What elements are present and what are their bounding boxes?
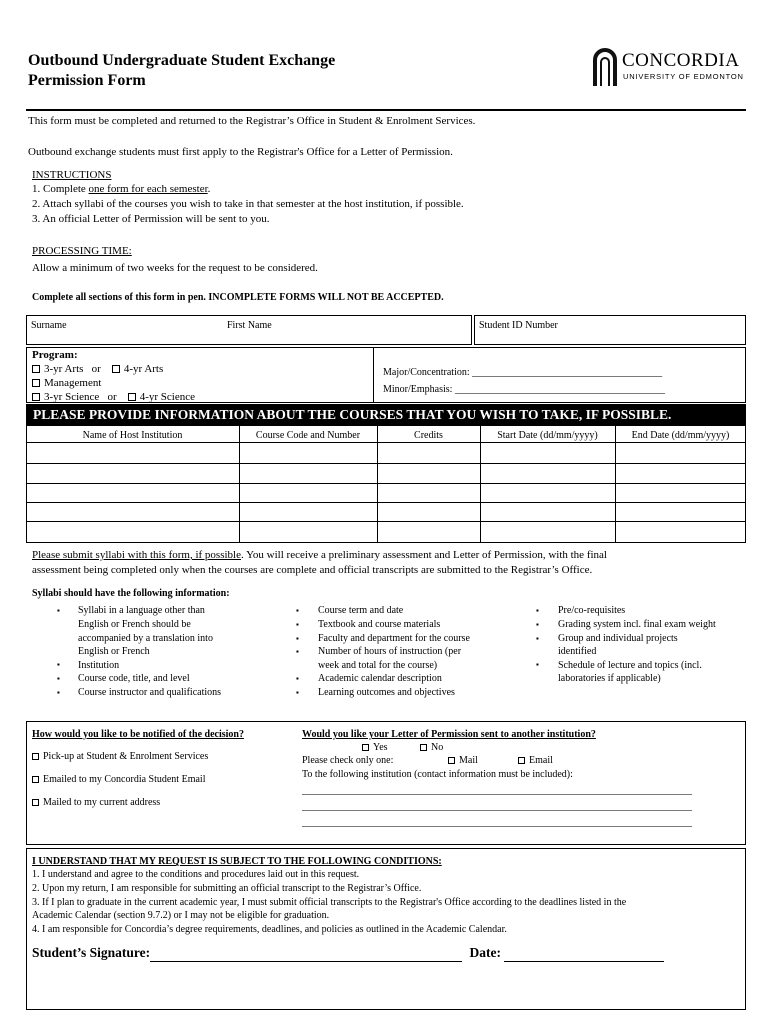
- syllabi-col2-line5: week and total for the course): [318, 660, 438, 671]
- notify-option-mail: [32, 796, 160, 809]
- syllabi-col2-line2: Textbook and course materials: [318, 619, 441, 630]
- yes-label: Yes: [373, 742, 388, 753]
- bullet-icon: ▪: [536, 660, 539, 669]
- signature-row: [32, 944, 664, 962]
- instructions-heading: INSTRUCTIONS: [32, 169, 112, 181]
- condition-3b: Academic Calendar (section 9.7.2) or I may not be eligible for graduation.: [32, 910, 330, 921]
- pickup-checkbox[interactable]: [32, 753, 39, 760]
- program-row-3: [32, 390, 195, 404]
- header-rule: [26, 109, 746, 111]
- syllabi-col2-line1: Course term and date: [318, 605, 404, 616]
- col-header-start-date: Start Date (dd/mm/yyyy): [497, 430, 598, 441]
- intro-line1: This form must be completed and returned to the Registrar’s Office in Student & Enrolment Services.: [28, 115, 476, 127]
- course-row-1[interactable]: [27, 443, 745, 463]
- syllabi-col1-line3: accompanied by a translation into: [78, 633, 213, 644]
- bullet-icon: ▪: [536, 634, 539, 643]
- condition-4: 4. I am responsible for Concordia’s degree requirements, deadlines, and policies as outlined in the Academic Calendar.: [32, 924, 507, 935]
- letter-email-option: [518, 754, 553, 767]
- 3yr-science-label: 3-yr Science: [44, 391, 100, 403]
- bullet-icon: ▪: [296, 634, 299, 643]
- 3yr-arts-label: 3-yr Arts: [44, 363, 84, 375]
- processing-text: Allow a minimum of two weeks for the request to be considered.: [32, 262, 318, 274]
- condition-3a: 3. If I plan to graduate in the current academic year, I must submit official transcripts to the Registrar's Office according to the deadlines listed in the: [32, 897, 627, 908]
- syllabi-col3-line4: identified: [558, 646, 597, 657]
- letter-no-option: [420, 741, 443, 754]
- syllabi-col1-line1: Syllabi in a language other than: [78, 605, 205, 616]
- instruction-3: 3. An official Letter of Permission will be sent to you.: [32, 213, 270, 225]
- bullet-icon: ▪: [296, 620, 299, 629]
- mail-address-label: Mailed to my current address: [43, 797, 161, 808]
- first-name-label: First Name: [227, 320, 272, 331]
- syllabi-col3-line2: Grading system incl. final exam weight: [558, 619, 716, 630]
- 4yr-science-checkbox[interactable]: [128, 393, 136, 401]
- notify-option-pickup: [32, 750, 208, 763]
- syllabi-col1-line4: English or French: [78, 646, 150, 657]
- syllabi-emphasis: Please submit syllabi with this form, if possible: [32, 549, 241, 561]
- syllabi-col2-line6: Academic calendar description: [318, 673, 442, 684]
- 4yr-arts-checkbox[interactable]: [112, 365, 120, 373]
- course-row-4[interactable]: [27, 503, 745, 521]
- management-label: Management: [44, 377, 102, 389]
- or-label-1: or: [91, 363, 101, 375]
- syllabi-col3-line3: Group and individual projects: [558, 633, 678, 644]
- logo-name: CONCORDIA: [622, 50, 740, 71]
- instruction-2: 2. Attach syllabi of the courses you wish to take in that semester at the host institution, if possible.: [32, 198, 464, 210]
- major-field[interactable]: Major/Concentration: ______________________________________: [383, 367, 663, 378]
- mail-checkbox[interactable]: [448, 757, 455, 764]
- syllabi-col3-line1: Pre/co-requisites: [558, 605, 626, 616]
- pickup-label: Pick-up at Student & Enrolment Services: [43, 751, 209, 762]
- 4yr-arts-label: 4-yr Arts: [123, 363, 164, 375]
- form-title-line1: Outbound Undergraduate Student Exchange: [28, 52, 336, 69]
- instruction-1-emphasis: one form for each semester: [88, 183, 208, 195]
- courses-banner-text: PLEASE PROVIDE INFORMATION ABOUT THE COURSES THAT YOU WISH TO TAKE, IF POSSIBLE.: [33, 407, 672, 422]
- 3yr-arts-checkbox[interactable]: [32, 365, 40, 373]
- letter-heading: Would you like your Letter of Permission sent to another institution?: [302, 729, 596, 740]
- course-row-5[interactable]: [27, 522, 745, 542]
- bullet-icon: ▪: [57, 688, 60, 697]
- bullet-icon: ▪: [296, 647, 299, 656]
- yes-checkbox[interactable]: [362, 744, 369, 751]
- program-label: Program:: [32, 349, 78, 361]
- student-email-label: Emailed to my Concordia Student Email: [43, 774, 206, 785]
- concordia-crest-icon: [592, 46, 618, 88]
- check-one-label: Please check only one:: [302, 755, 394, 766]
- no-checkbox[interactable]: [420, 744, 427, 751]
- bullet-icon: ▪: [57, 660, 60, 669]
- student-id-label: Student ID Number: [479, 320, 558, 331]
- or-label-2: or: [107, 391, 117, 403]
- form-title-line2: Permission Form: [28, 72, 146, 89]
- notify-option-email: [32, 773, 205, 786]
- program-row-2: [32, 376, 101, 390]
- col-header-course-code: Course Code and Number: [255, 430, 361, 441]
- bullet-icon: ▪: [536, 606, 539, 615]
- surname-label: Surname: [31, 320, 67, 331]
- syllabi-col1-line7: Course instructor and qualifications: [78, 687, 222, 698]
- course-row-2[interactable]: [27, 464, 745, 483]
- syllabi-col2-line4: Number of hours of instruction (per: [318, 646, 462, 657]
- letter-mail-option: [448, 754, 478, 767]
- logo-subtitle: UNIVERSITY OF EDMONTON: [623, 72, 744, 81]
- date-label: Date:: [469, 945, 502, 960]
- course-row-3[interactable]: [27, 484, 745, 502]
- syllabi-col3-line6: laboratories if applicable): [558, 673, 661, 684]
- syllabi-col2-line7: Learning outcomes and objectives: [318, 687, 455, 698]
- 3yr-science-checkbox[interactable]: [32, 393, 40, 401]
- institution-line-3[interactable]: ______________________________________________________________________________: [302, 817, 692, 828]
- syllabi-col1-line5: Institution: [78, 660, 120, 671]
- institution-label: To the following institution (contact information must be included):: [302, 769, 573, 780]
- bullet-icon: ▪: [57, 674, 60, 683]
- notify-heading: How would you like to be notified of the decision?: [32, 729, 244, 740]
- date-field[interactable]: [504, 947, 664, 962]
- concordia-logo: [592, 46, 747, 90]
- syllabi-col2-line3: Faculty and department for the course: [318, 633, 470, 644]
- bullet-icon: ▪: [296, 688, 299, 697]
- syllabi-line2: assessment being completed only when the courses are complete and official transcripts are submitted to the Registrar’s Office.: [32, 564, 593, 576]
- management-checkbox[interactable]: [32, 379, 40, 387]
- syllabi-line1: [32, 548, 607, 562]
- signature-label: Student’s Signature:: [32, 945, 151, 960]
- institution-line-2[interactable]: ______________________________________________________________________________: [302, 801, 692, 812]
- syllabi-col1-line2: English or French should be: [78, 619, 191, 630]
- bullet-icon: ▪: [296, 674, 299, 683]
- instruction-1-prefix: 1. Complete: [32, 183, 89, 195]
- 4yr-science-label: 4-yr Science: [139, 391, 195, 403]
- intro-line2: Outbound exchange students must first apply to the Registrar's Office for a Letter of Permission.: [28, 146, 453, 158]
- email-checkbox[interactable]: [518, 757, 525, 764]
- complete-notice: Complete all sections of this form in pen. INCOMPLETE FORMS WILL NOT BE ACCEPTED.: [32, 292, 444, 303]
- syllabi-heading: Syllabi should have the following information:: [32, 588, 230, 599]
- courses-banner: [26, 404, 746, 425]
- col-header-end-date: End Date (dd/mm/yyyy): [631, 430, 730, 441]
- syllabi-col1-line6: Course code, title, and level: [78, 673, 190, 684]
- processing-heading: PROCESSING TIME:: [32, 245, 132, 257]
- condition-1: 1. I understand and agree to the conditions and procedures laid out in this request.: [32, 869, 360, 880]
- no-label: No: [431, 742, 444, 753]
- bullet-icon: ▪: [536, 620, 539, 629]
- program-row-1: [32, 362, 163, 376]
- signature-field[interactable]: [150, 947, 462, 962]
- institution-line-1[interactable]: ______________________________________________________________________________: [302, 785, 692, 796]
- col-header-institution: Name of Host Institution: [82, 430, 183, 441]
- bullet-icon: ▪: [57, 606, 60, 615]
- instruction-1: [32, 182, 210, 196]
- letter-yes-option: [362, 741, 388, 754]
- mail-address-checkbox[interactable]: [32, 799, 39, 806]
- minor-field[interactable]: Minor/Emphasis: __________________________________________: [383, 384, 665, 395]
- mail-label: Mail: [459, 755, 478, 766]
- student-email-checkbox[interactable]: [32, 776, 39, 783]
- col-header-credits: Credits: [414, 430, 443, 441]
- conditions-heading: I UNDERSTAND THAT MY REQUEST IS SUBJECT TO THE FOLLOWING CONDITIONS:: [32, 856, 442, 867]
- condition-2: 2. Upon my return, I am responsible for submitting an official transcript to the Registrar’s Office.: [32, 883, 422, 894]
- program-divider: [373, 347, 374, 403]
- bullet-icon: ▪: [296, 606, 299, 615]
- instruction-1-suffix: .: [207, 183, 211, 195]
- syllabi-line1-rest: . You will receive a preliminary assessment and Letter of Permission, with the final: [241, 549, 607, 561]
- email-label: Email: [529, 755, 553, 766]
- syllabi-col3-line5: Schedule of lecture and topics (incl.: [558, 660, 702, 671]
